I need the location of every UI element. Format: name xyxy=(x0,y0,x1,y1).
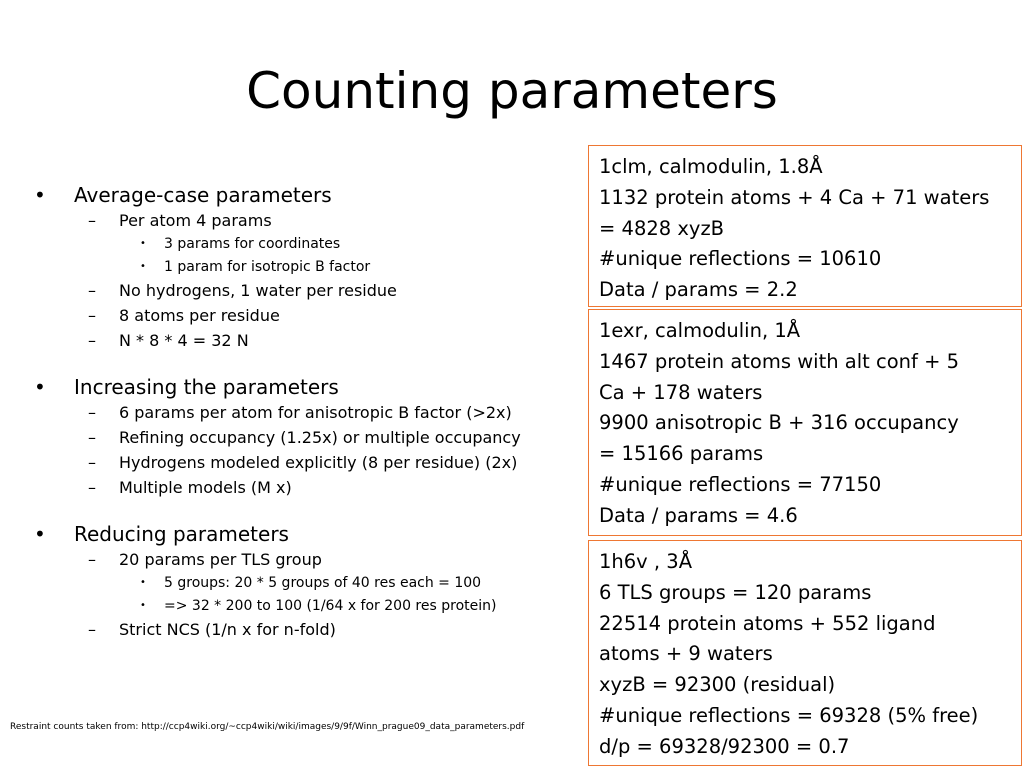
bullet-text: Average-case parameters xyxy=(74,183,332,207)
box-line: #unique reflections = 10610 xyxy=(599,247,882,271)
bullet-marker: • xyxy=(34,375,46,399)
slide-title: Counting parameters xyxy=(246,62,778,120)
footnote: Restraint counts taken from: http://ccp4wiki.org/~ccp4wiki/wiki/images/9/9f/Winn_prague09_data_parameters.pdf xyxy=(10,722,525,732)
bullet-reducing xyxy=(34,521,574,547)
subbullet-atoms-per-residue xyxy=(34,303,574,328)
dash-marker: – xyxy=(88,550,96,569)
subbullet-text: Per atom 4 params xyxy=(119,211,272,230)
subbullet-strict-ncs xyxy=(34,617,574,642)
subbullet-formula xyxy=(34,328,574,353)
box-line: 1exr, calmodulin, 1Å xyxy=(599,319,801,342)
subsubbullet-text: 3 params for coordinates xyxy=(164,236,341,252)
subsubbullet-five-groups xyxy=(34,572,574,595)
bullet-marker: • xyxy=(34,183,46,207)
bullet-marker: • xyxy=(140,577,146,588)
subsubbullet-reduction xyxy=(34,595,574,618)
dash-marker: – xyxy=(88,331,96,350)
subsubbullet-coordinates xyxy=(34,233,574,256)
subbullet-anisotropic xyxy=(34,400,574,425)
box-line: 9900 anisotropic B + 316 occupancy xyxy=(599,411,959,435)
subbullet-text: No hydrogens, 1 water per residue xyxy=(119,281,397,300)
box-1h6v xyxy=(588,540,1022,766)
subsubbullet-text: => 32 * 200 to 100 (1/64 x for 200 res protein) xyxy=(164,597,497,614)
subsubbullet-isotropic-b xyxy=(34,256,574,279)
dash-marker: – xyxy=(88,403,96,422)
box-line: #unique reflections = 77150 xyxy=(599,472,882,496)
dash-marker: – xyxy=(88,306,96,325)
bullet-increasing xyxy=(34,374,574,400)
subbullet-text: 6 params per atom for anisotropic B factor (>2x) xyxy=(119,403,512,422)
box-line: xyzB = 92300 (residual) xyxy=(599,673,836,697)
box-line: #unique reflections = 69328 (5% free) xyxy=(599,703,979,727)
box-line: d/p = 69328/92300 = 0.7 xyxy=(599,734,850,758)
subbullet-occupancy xyxy=(34,425,574,450)
box-line: atoms + 9 waters xyxy=(599,642,773,666)
subbullet-text: 8 atoms per residue xyxy=(119,306,280,325)
subbullet-text: Multiple models (M x) xyxy=(119,478,292,497)
box-1exr xyxy=(588,309,1022,536)
box-line: Ca + 178 waters xyxy=(599,380,763,404)
bullet-marker: • xyxy=(140,599,146,611)
bullet-list xyxy=(34,182,574,642)
dash-marker: – xyxy=(88,478,96,497)
subbullet-text: Hydrogens modeled explicitly (8 per residue) (2x) xyxy=(119,453,518,472)
dash-marker: – xyxy=(88,281,96,300)
box-line: 1h6v , 3Å xyxy=(599,550,693,573)
dash-marker: – xyxy=(88,453,96,472)
bullet-average-case xyxy=(34,182,574,208)
subbullet-tls-group xyxy=(34,547,574,572)
dash-marker: – xyxy=(88,211,96,230)
box-line: 1clm, calmodulin, 1.8Å xyxy=(599,155,823,178)
box-line: 1467 protein atoms with alt conf + 5 xyxy=(599,349,960,373)
subbullet-text: Refining occupancy (1.25x) or multiple occupancy xyxy=(119,428,521,447)
dash-marker: – xyxy=(88,428,96,447)
dash-marker: – xyxy=(88,620,96,639)
bullet-text: Increasing the parameters xyxy=(74,375,339,399)
box-line: 22514 protein atoms + 552 ligand xyxy=(599,611,936,635)
box-line: = 15166 params xyxy=(599,442,764,466)
box-line: 6 TLS groups = 120 params xyxy=(599,580,872,604)
box-line: 1132 protein atoms + 4 Ca + 71 waters xyxy=(599,185,990,209)
bullet-text: Reducing parameters xyxy=(74,522,289,546)
box-line: Data / params = 2.2 xyxy=(599,278,798,302)
subbullet-text: Strict NCS (1/n x for n-fold) xyxy=(119,620,336,639)
subbullet-per-atom xyxy=(34,208,574,233)
box-line: Data / params = 4.6 xyxy=(599,503,798,527)
bullet-marker: • xyxy=(140,238,146,249)
subbullet-hydrogens xyxy=(34,450,574,475)
subsubbullet-text: 5 groups: 20 * 5 groups of 40 res each = 100 xyxy=(164,575,482,591)
subbullet-text: N * 8 * 4 = 32 N xyxy=(119,331,249,350)
box-line: = 4828 xyzB xyxy=(599,216,725,240)
bullet-marker: • xyxy=(140,260,146,272)
subbullet-no-hydrogens xyxy=(34,278,574,303)
subbullet-text: 20 params per TLS group xyxy=(119,550,322,569)
box-1clm xyxy=(588,145,1022,307)
bullet-marker: • xyxy=(34,522,46,546)
subbullet-multiple-models xyxy=(34,475,574,500)
subsubbullet-text: 1 param for isotropic B factor xyxy=(164,258,371,275)
